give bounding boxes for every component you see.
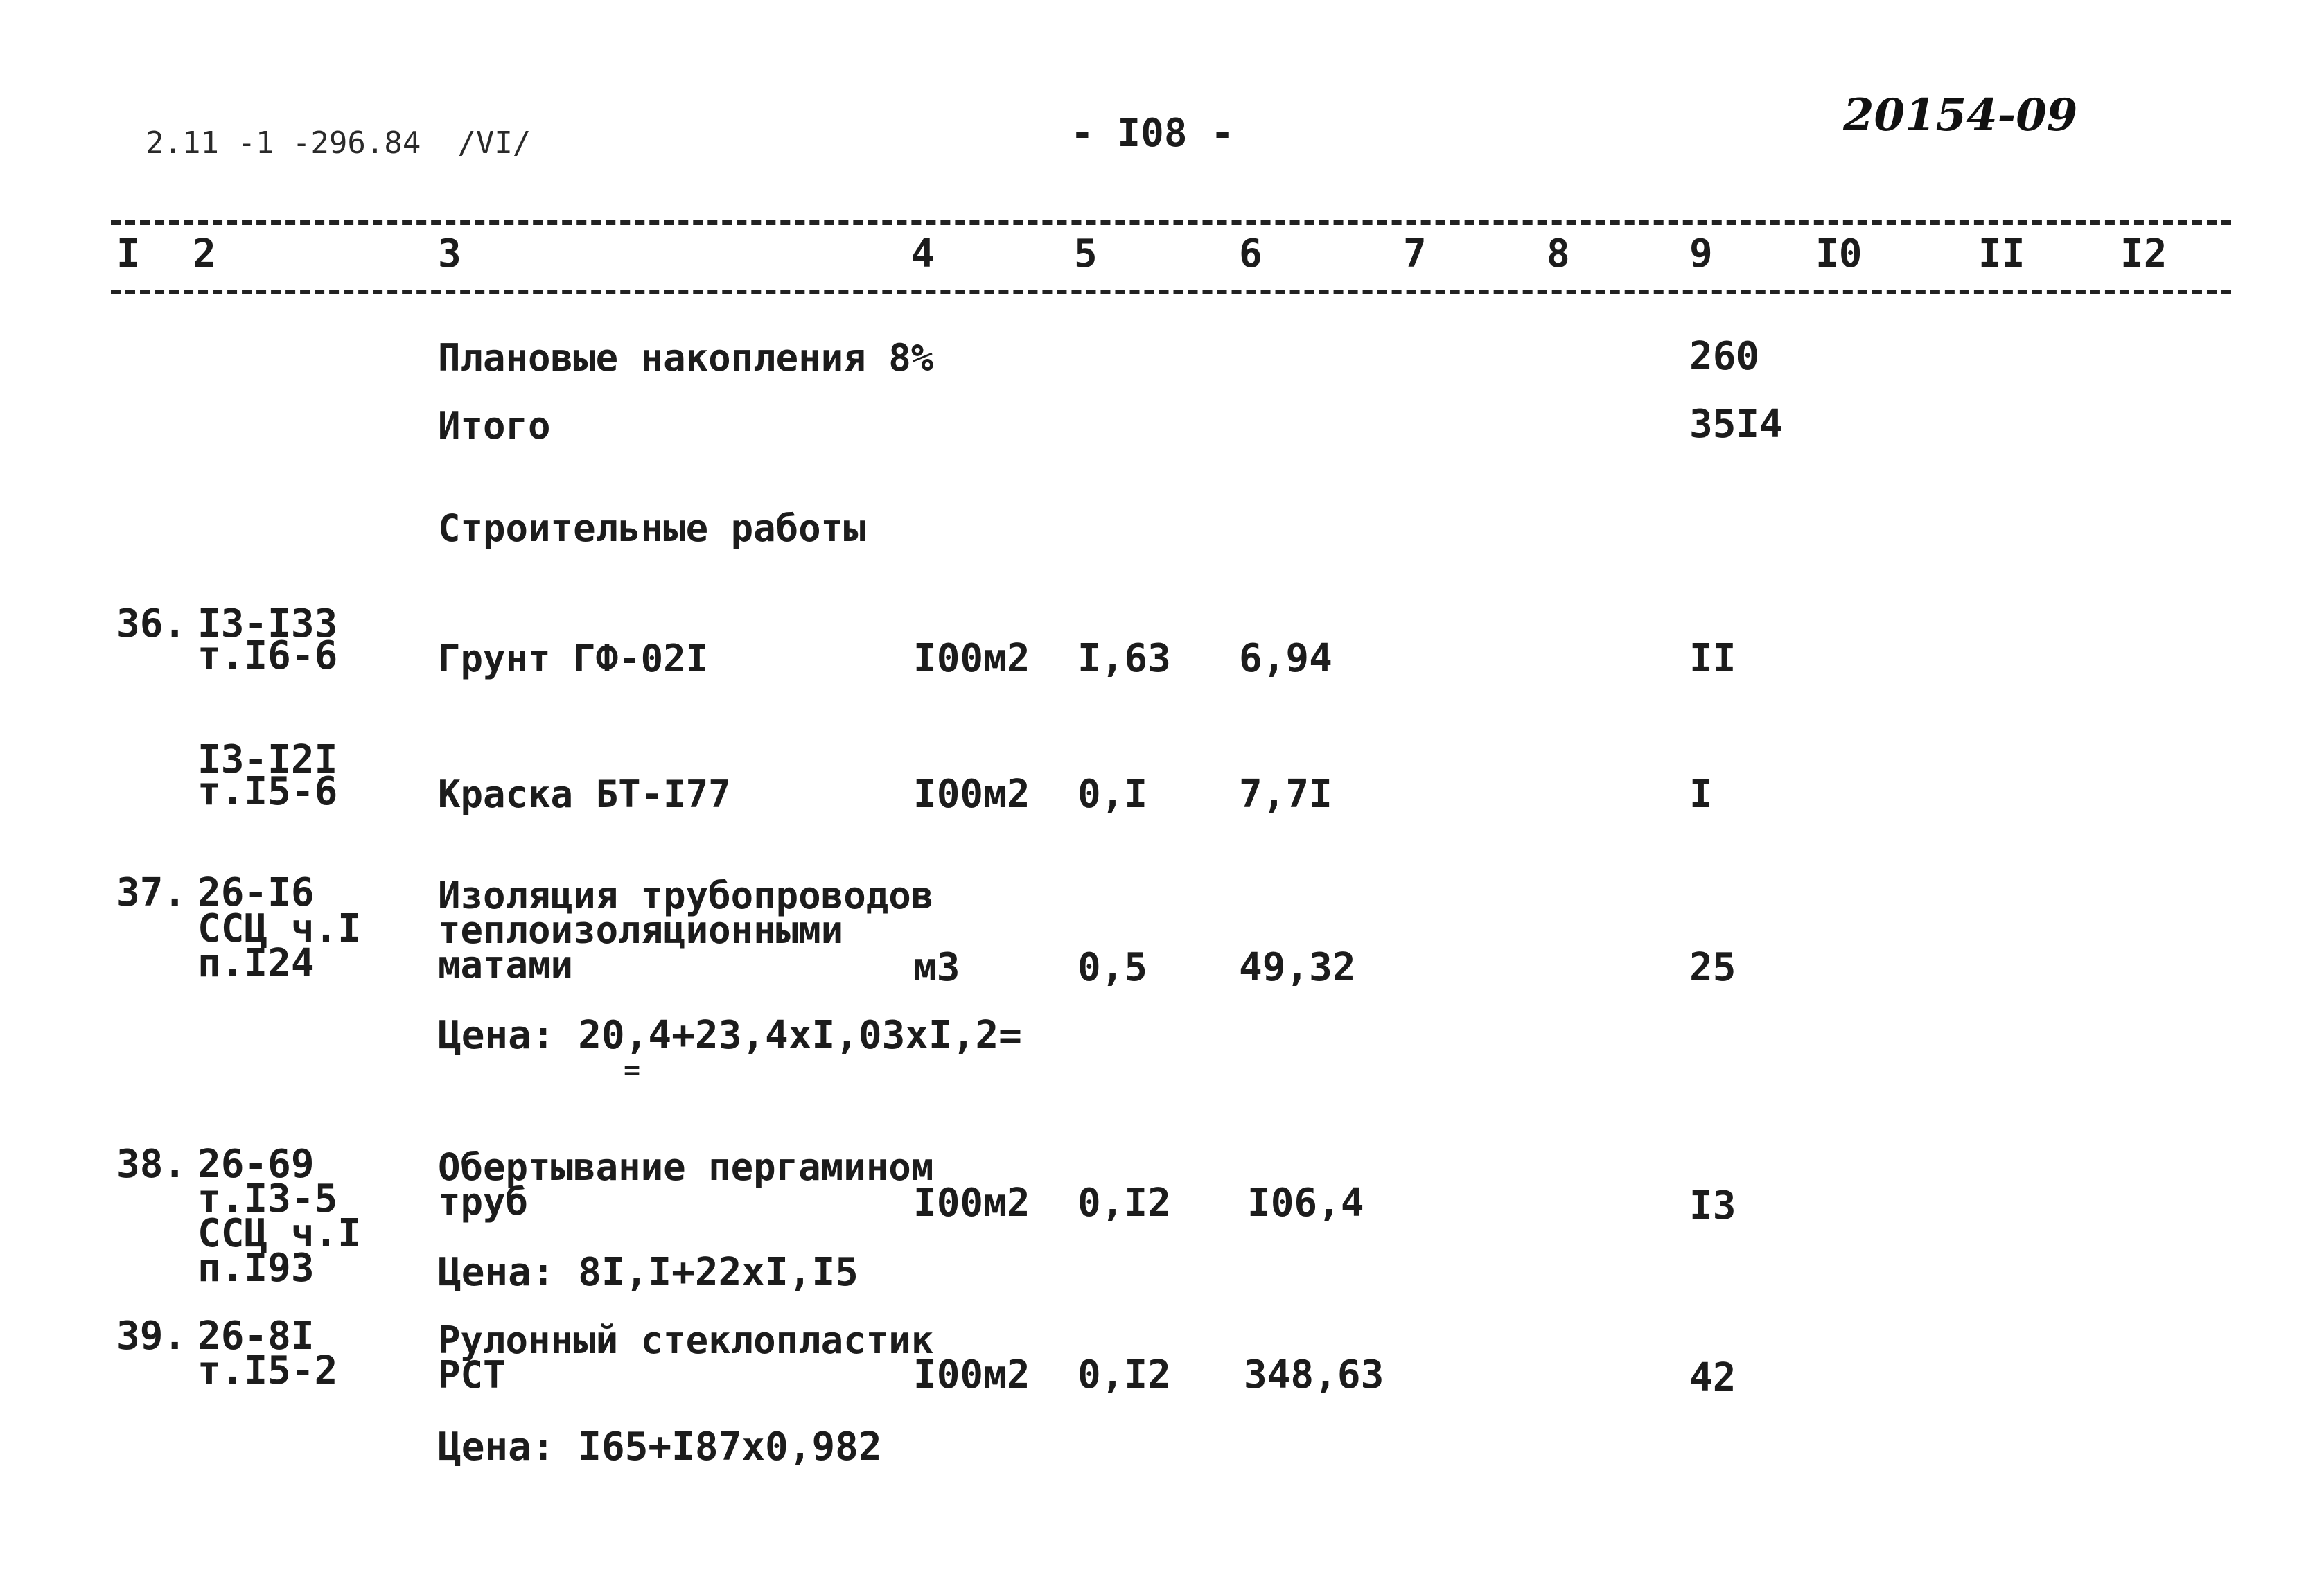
- row-price: 348,63: [1244, 1352, 1384, 1397]
- row-total: 25: [1689, 945, 1736, 990]
- row-price: 6,94: [1239, 636, 1332, 681]
- row-name-line: Обертывание пергамином: [438, 1145, 934, 1189]
- row-unit: I00м2: [913, 772, 1030, 817]
- col-num-2: 2: [193, 231, 216, 276]
- row-code-line: п.I93: [197, 1246, 315, 1291]
- row-number: 37.: [116, 870, 187, 915]
- row-qty: 0,I2: [1077, 1352, 1171, 1397]
- row-price-note: Цена: I65+I87x0,982: [438, 1424, 882, 1470]
- row-price-note: =: [624, 1055, 641, 1086]
- row-qty: 0,I: [1077, 772, 1148, 817]
- row-price: I06,4: [1247, 1181, 1364, 1226]
- section-title: Строительные работы: [438, 506, 866, 550]
- row-unit: I00м2: [913, 1352, 1030, 1397]
- row-code-line: 26-8I: [197, 1314, 315, 1359]
- row-total: I3: [1689, 1183, 1736, 1228]
- row-total: I: [1689, 772, 1713, 817]
- row-price: 7,7I: [1239, 772, 1332, 817]
- row-code-line: п.I24: [197, 941, 315, 986]
- col-num-3: 3: [438, 231, 461, 276]
- row-qty: I,63: [1077, 636, 1171, 681]
- row-code-line: I3-I33: [197, 601, 338, 646]
- col-num-10: I0: [1815, 231, 1863, 276]
- page-number: - I08 -: [1071, 111, 1235, 156]
- col-num-12: I2: [2120, 231, 2167, 276]
- col-num-6: 6: [1239, 231, 1262, 276]
- row-code-line: т.I6-6: [197, 633, 338, 678]
- row-code-line: т.I5-6: [197, 769, 338, 814]
- row-name-line: Рулонный стеклопластик: [438, 1318, 934, 1362]
- col-num-8: 8: [1547, 231, 1570, 276]
- top-dashed-rule: [111, 220, 2231, 225]
- row-name-line: Краска БТ-I77: [438, 773, 731, 816]
- row-total: 42: [1689, 1355, 1736, 1400]
- row-code-line: т.I3-5: [197, 1176, 338, 1221]
- row-price: 49,32: [1239, 945, 1356, 990]
- row-name-line: матами: [438, 943, 574, 987]
- row-unit: I00м2: [913, 636, 1030, 681]
- row-code-line: 26-69: [197, 1142, 315, 1187]
- row-unit: I00м2: [913, 1181, 1030, 1226]
- row-code-line: т.I5-2: [197, 1348, 338, 1393]
- col-num-5: 5: [1074, 231, 1098, 276]
- row-name-line: Грунт ГФ-02I: [438, 637, 709, 680]
- row-name-line: Изоляция трубопроводов: [438, 874, 934, 917]
- row-total: II: [1689, 636, 1736, 681]
- plan-savings-label: Плановые накопления 8%: [438, 336, 934, 380]
- row-number: 38.: [116, 1142, 187, 1187]
- total-value: 35I4: [1689, 402, 1783, 447]
- col-num-9: 9: [1689, 231, 1713, 276]
- bottom-dashed-rule: [111, 290, 2231, 294]
- col-num-4: 4: [911, 231, 935, 276]
- row-code-line: 26-I6: [197, 870, 315, 915]
- row-name-line: РСТ: [438, 1353, 506, 1397]
- col-num-7: 7: [1403, 231, 1427, 276]
- total-label: Итого: [438, 404, 551, 448]
- row-code-line: ССЦ ч.I: [197, 906, 362, 951]
- row-unit: м3: [913, 945, 960, 990]
- inventory-number: 20154-09: [1843, 89, 2078, 141]
- row-price-note: Цена: 20,4+23,4xI,03xI,2=: [438, 1013, 1022, 1058]
- plan-savings-value: 260: [1689, 334, 1760, 379]
- row-qty: 0,5: [1077, 945, 1148, 990]
- col-num-1: I: [116, 231, 140, 276]
- row-code-line: I3-I2I: [197, 737, 338, 782]
- row-name-line: теплоизоляционными: [438, 908, 844, 952]
- col-num-11: II: [1978, 231, 2025, 276]
- row-code-line: ССЦ ч.I: [197, 1211, 362, 1256]
- row-qty: 0,I2: [1077, 1181, 1171, 1226]
- row-number: 39.: [116, 1314, 187, 1359]
- document-code: 2.11 -1 -296.84 /VI/: [146, 125, 531, 161]
- row-price-note: Цена: 8I,I+22xI,I5: [438, 1250, 859, 1295]
- row-number: 36.: [116, 601, 187, 646]
- row-name-line: труб: [438, 1180, 529, 1224]
